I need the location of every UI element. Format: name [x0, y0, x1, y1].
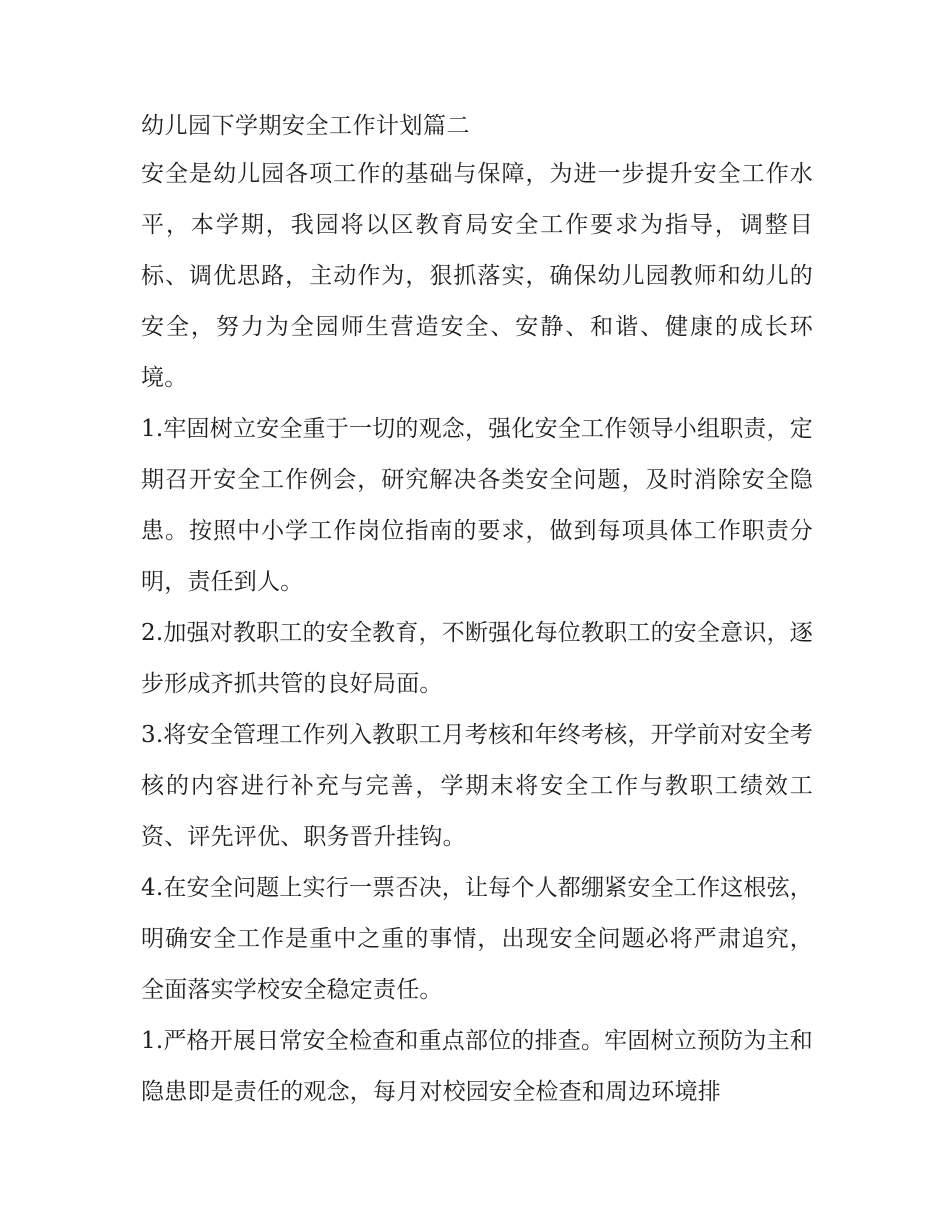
paragraph-item-1: 1.牢固树立安全重于一切的观念，强化安全工作领导小组职责，定期召开安全工作例会，研究解决各类安全问题，及时消除安全隐患。按照中小学工作岗位指南的要求，做到每项具体工作职责分明，责任到人。 [141, 416, 813, 595]
paragraph-item-4: 4.在安全问题上实行一票否决，让每个人都绷紧安全工作这根弦，明确安全工作是重中之重的事情，出现安全问题必将严肃追究，全面落实学校安全稳定责任。 [141, 875, 813, 1003]
paragraph-item-5: 1.严格开展日常安全检查和重点部位的排查。牢固树立预防为主和隐患即是责任的观念，每月对校园安全检查和周边环境排 [141, 1028, 813, 1105]
paragraph-item-3: 3.将安全管理工作列入教职工月考核和年终考核，开学前对安全考核的内容进行补充与完善，学期末将安全工作与教职工绩效工资、评先评优、职务晋升挂钩。 [141, 722, 813, 850]
paragraph-item-2: 2.加强对教职工的安全教育，不断强化每位教职工的安全意识，逐步形成齐抓共管的良好局面。 [141, 620, 813, 697]
document-body [141, 103, 813, 1118]
document-title: 幼儿园下学期安全工作计划篇二 [141, 113, 470, 139]
paragraph-intro: 安全是幼儿园各项工作的基础与保障，为进一步提升安全工作水平，本学期，我园将以区教育局安全工作要求为指导，调整目标、调优思路，主动作为，狠抓落实，确保幼儿园教师和幼儿的安全，努力为全园师生营造安全、安静、和谐、健康的成长环境。 [141, 161, 813, 391]
